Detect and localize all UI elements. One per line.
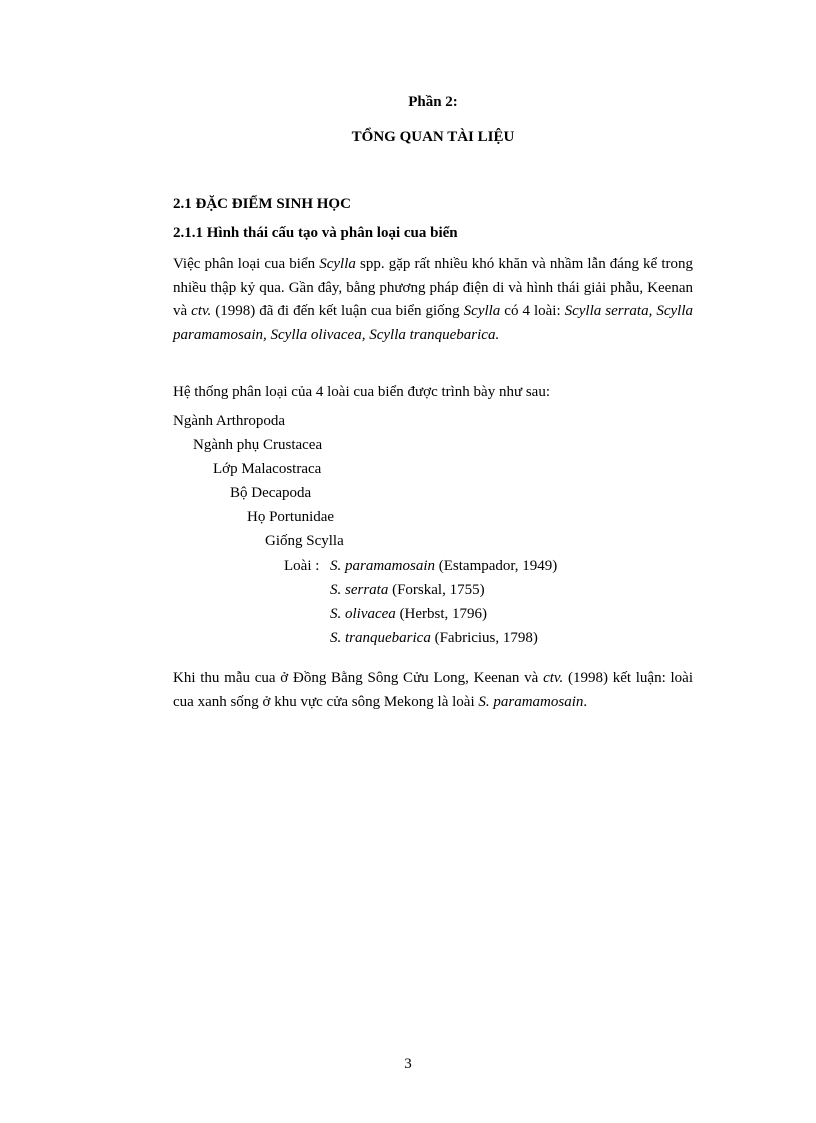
- species-author: (Herbst, 1796): [395, 606, 488, 622]
- paragraph-taxonomy-intro: Hệ thống phân loại của 4 loài cua biển được trình bày như sau:: [173, 384, 551, 400]
- text-run: spp. gặp rất nhiều khó khăn và nhầm lẫn đáng kể trong nhiều thập kỷ qua. Gần đây, bằng phương pháp điện di và hình thái giải phẫu, Keenan và: [173, 256, 693, 319]
- taxonomy-genus: Giống Scylla: [265, 533, 344, 549]
- species-author: (Forskal, 1755): [388, 582, 485, 598]
- species-author: (Estampador, 1949): [435, 558, 558, 574]
- taxonomy-subphylum: Ngành phụ Crustacea: [193, 437, 323, 453]
- text-run: Khi thu mẫu cua ở Đồng Bằng Sông Cửu Long, Keenan và: [173, 670, 544, 686]
- part-title: Phần 2:: [408, 94, 458, 110]
- taxonomy-class: Lớp Malacostraca: [213, 461, 322, 477]
- italic-run: Scylla: [463, 303, 501, 319]
- main-title: TỔNG QUAN TÀI LIỆU: [351, 129, 515, 145]
- italic-run: ctv.: [543, 670, 564, 686]
- taxonomy-species-label: Loài :: [284, 558, 320, 574]
- taxonomy-species-item: [330, 582, 485, 599]
- taxonomy-phylum: Ngành Arthropoda: [173, 413, 286, 429]
- text-run: (1998) kết luận: loài cua xanh sống ở khu vực cửa sông Mekong là loài: [173, 670, 693, 710]
- paragraph-conclusion: [173, 667, 693, 714]
- species-name: S. olivacea: [330, 606, 396, 622]
- species-name: S. tranquebarica: [330, 630, 431, 646]
- page-number: 3: [404, 1056, 412, 1072]
- italic-run: S. paramamosain: [478, 693, 584, 710]
- text-run: Việc phân loại cua biển: [173, 256, 320, 272]
- taxonomy-species-item: [330, 558, 557, 575]
- species-name: S. paramamosain: [330, 558, 436, 574]
- taxonomy-species-item: [330, 606, 487, 623]
- italic-run: Scylla serrata, Scylla paramamosain, Scylla olivacea, Scylla tranquebarica.: [173, 303, 693, 343]
- taxonomy-species-item: [330, 630, 538, 647]
- subsection-heading: 2.1.1 Hình thái cấu tạo và phân loại cua biển: [173, 225, 458, 241]
- taxonomy-family: Họ Portunidae: [247, 509, 335, 525]
- italic-run: Scylla: [319, 256, 356, 272]
- section-heading: 2.1 ĐẶC ĐIỂM SINH HỌC: [173, 196, 351, 212]
- text-run: (1998) đã đi đến kết luận cua biển giống: [211, 303, 464, 319]
- italic-run: ctv.: [191, 303, 212, 319]
- text-run: có 4 loài:: [500, 303, 565, 319]
- species-name: S. serrata: [330, 582, 389, 598]
- text-run: .: [583, 693, 588, 710]
- paragraph-classification-intro: [173, 253, 693, 347]
- taxonomy-order: Bộ Decapoda: [230, 485, 312, 501]
- species-author: (Fabricius, 1798): [430, 630, 538, 646]
